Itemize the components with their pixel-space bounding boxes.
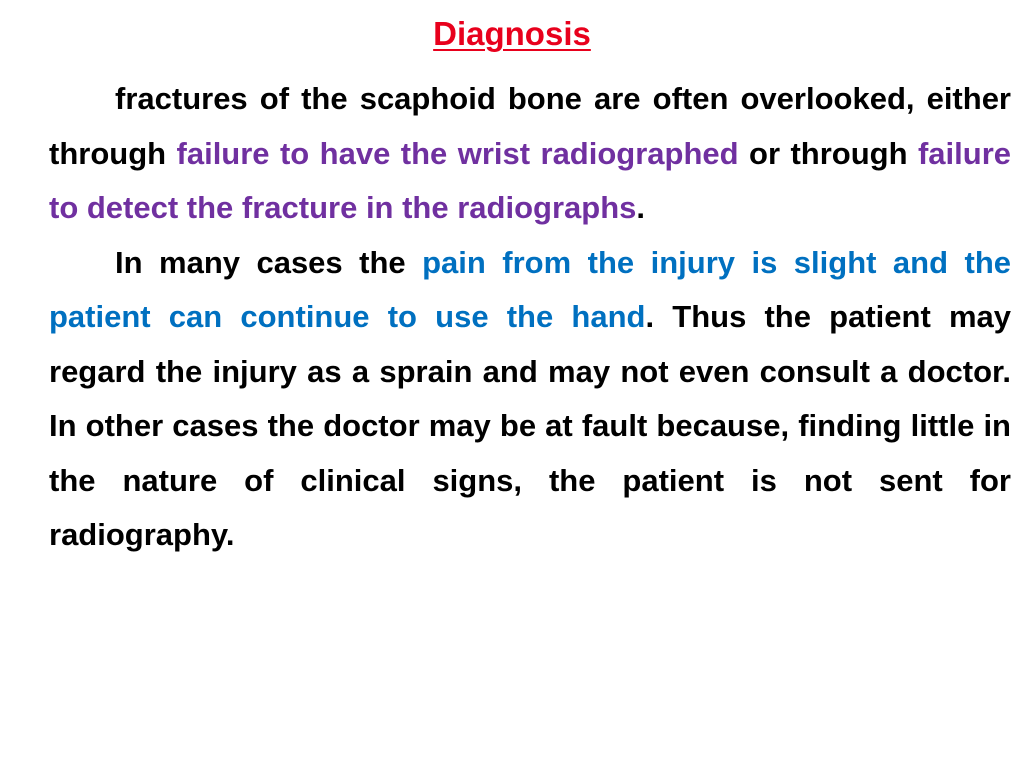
paragraph2-text-2: . Thus the patient may regard the injury as a sprain and may not even consult a doctor. In other cases the doctor may be at fault because, finding little in the nature of clinical signs, the patient is not sent for radiography.	[49, 299, 1011, 552]
slide-title: Diagnosis	[433, 15, 591, 52]
highlight-failure-radiographed: failure to have the wrist radiographed	[176, 135, 739, 171]
paragraph-scaphoid-overlooked	[49, 72, 1011, 236]
paragraph2-text-1: In many cases the	[115, 244, 423, 280]
highlight-pain-slight: pain from the injury is slight and the patient can continue to use the hand	[49, 244, 1012, 334]
paragraph1-period: .	[636, 190, 645, 225]
highlight-failure-detect: failure to detect the fracture in the radiographs	[49, 135, 1012, 225]
paragraph1-text-1: fractures of the scaphoid bone are often overlooked, either through	[49, 81, 1011, 171]
paragraph1-text-2: or through	[738, 135, 918, 171]
slide-body	[49, 72, 1011, 563]
paragraph-many-cases	[49, 236, 1011, 563]
